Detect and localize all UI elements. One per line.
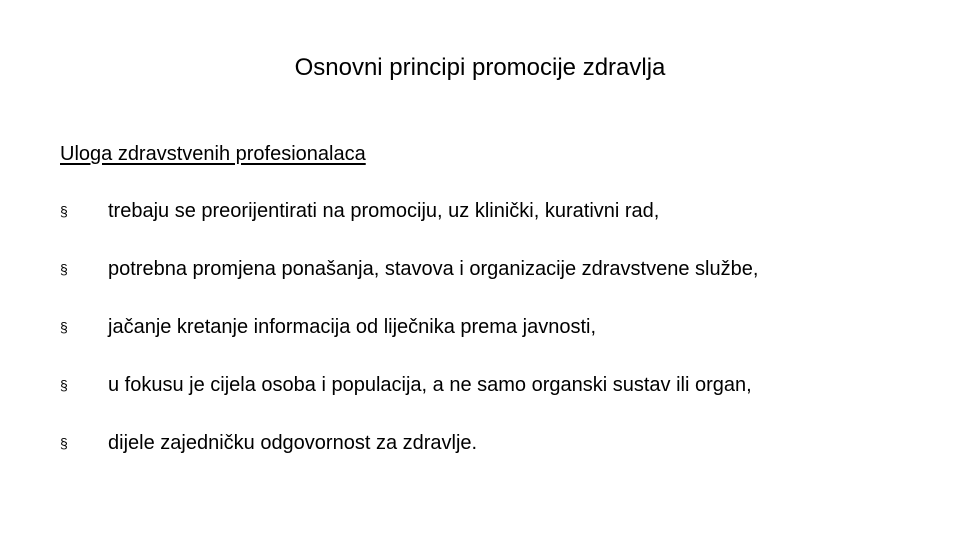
bullet-marker: § — [60, 319, 68, 335]
bullet-text: dijele zajedničku odgovornost za zdravlje. — [108, 432, 478, 454]
bullet-text: jačanje kretanje informacija od liječnika prema javnosti, — [108, 316, 597, 338]
page-title: Osnovni principi promocije zdravlja — [294, 54, 666, 81]
bullet-text: potrebna promjena ponašanja, stavova i organizacije zdravstvene službe, — [108, 258, 759, 280]
bullet-text: trebaju se preorijentirati na promociju, uz klinički, kurativni rad, — [108, 200, 660, 222]
bullet-marker: § — [60, 261, 68, 277]
bullet-text: u fokusu je cijela osoba i populacija, a ne samo organski sustav ili organ, — [108, 374, 752, 396]
bullet-marker: § — [60, 435, 68, 451]
bullet-marker: § — [60, 377, 68, 393]
section-subtitle: Uloga zdravstvenih profesionalaca — [60, 143, 366, 165]
bullet-marker: § — [60, 203, 68, 219]
